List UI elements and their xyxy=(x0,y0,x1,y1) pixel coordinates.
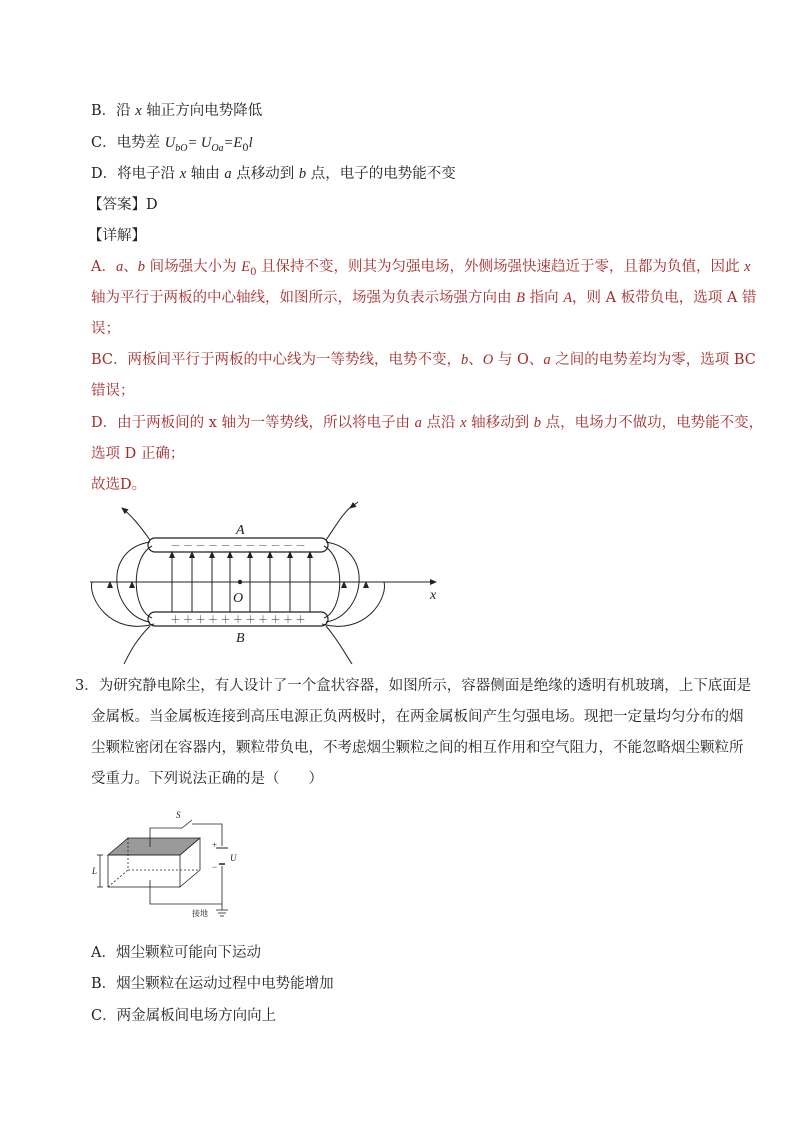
origin-point xyxy=(238,580,242,584)
origin-label: O xyxy=(233,591,244,606)
plate-a-label: A xyxy=(236,523,245,538)
answer: 【答案】D xyxy=(88,197,158,213)
exp-a-v1: a xyxy=(115,259,124,275)
exp-bc-p4: 之间的电势差均为零，选项 BC xyxy=(550,352,756,368)
exp-bc-p3: 与 O、 xyxy=(493,352,544,368)
switch-lever xyxy=(182,820,192,828)
exp-bc-v2: O xyxy=(482,352,494,368)
exp-d-p1: D．由于两板间的 x 轴为一等势线，所以将电子由 xyxy=(91,415,415,431)
ground-symbol xyxy=(216,904,228,916)
ground-label: 接地 xyxy=(192,909,208,918)
exp-a-p3: 间场强大小为 xyxy=(144,259,242,275)
exp-a-v3: E xyxy=(241,259,251,275)
option-c xyxy=(91,133,253,159)
plate-b-label: B xyxy=(236,631,245,646)
option-d xyxy=(91,164,456,184)
option-d-p1: D．将电子沿 xyxy=(91,166,180,182)
q3-line1: 3．为研究静电除尘，有人设计了一个盒状容器，如图所示，容器侧面是绝缘的透明有机玻璃，上下底面是 xyxy=(75,678,752,694)
option-d-v3: b xyxy=(298,166,307,182)
exp-d-p3: 轴移动到 xyxy=(466,415,534,431)
exp-a-v2: b xyxy=(137,259,145,275)
option-d-v1: x xyxy=(179,166,187,182)
exp-a-v4: x xyxy=(744,259,751,275)
explanation-bc-line2: 错误； xyxy=(91,383,135,399)
length-label: L xyxy=(92,866,98,876)
explanation-d-line2: 选项 D 正确； xyxy=(91,446,185,462)
q3-line2: 金属板。当金属板连接到高压电源正负两极时，在两金属板间产生匀强电场。现把一定量均匀分布的烟 xyxy=(91,709,744,725)
option-d-m1: 轴由 xyxy=(186,166,225,182)
plate-a-charges: － － － － － － － － － － － xyxy=(170,541,306,552)
x-axis-label: x xyxy=(430,588,437,603)
exp-d-p4: 点，电场力不做功，电势能不变， xyxy=(541,415,764,431)
length-marker xyxy=(97,855,103,887)
explanation-bc-line1 xyxy=(91,350,756,370)
option-c-prefix: C．电势差 xyxy=(91,135,165,151)
exp-bc-p2: 、 xyxy=(468,352,483,368)
exp-d-p2: 点沿 xyxy=(421,415,461,431)
exp-d-v2: x xyxy=(460,415,467,431)
exp-a-p4: 且保持不变，则其为匀强电场，外侧场强快速趋近于零，且都为负值，因此 xyxy=(256,259,745,275)
option-b-var: x xyxy=(135,103,142,119)
option-b-prefix: B．沿 xyxy=(91,103,136,119)
option-c-sub3: 0 xyxy=(242,142,249,154)
option-c-eq2: =E xyxy=(223,135,243,151)
option-c-sub1: bO xyxy=(175,142,188,154)
q3-option-a: A．烟尘颗粒可能向下运动 xyxy=(91,945,261,961)
field-diagram xyxy=(80,498,460,668)
exp-a2-v1: B xyxy=(516,290,525,306)
explanation-a-line1 xyxy=(91,257,751,283)
option-d-v2: a xyxy=(224,166,232,182)
option-b xyxy=(91,101,262,121)
option-c-u: U xyxy=(164,135,176,151)
q3-line4: 受重力。下列说法正确的是（ ） xyxy=(91,771,323,787)
option-b-suffix: 轴正方向电势降低 xyxy=(141,103,263,119)
top-metal-plate xyxy=(108,838,200,855)
exp-d-v3: b xyxy=(533,415,542,431)
box-container-diagram xyxy=(88,800,248,925)
exp-a-sub: 0 xyxy=(250,266,257,278)
option-d-m3: 点，电子的电势能不变 xyxy=(306,166,456,182)
detail-label: 【详解】 xyxy=(88,228,146,244)
explanation-conclusion: 故选D。 xyxy=(91,477,147,493)
q3-option-c: C．两金属板间电场方向向上 xyxy=(91,1008,277,1024)
battery-minus: − xyxy=(212,862,218,872)
option-c-sub2: Oa xyxy=(211,142,224,154)
option-d-m2: 点移动到 xyxy=(231,166,299,182)
exp-a2-p2: 指向 xyxy=(524,290,564,306)
explanation-a-line2 xyxy=(91,288,756,308)
exp-bc-v1: b xyxy=(461,352,469,368)
exp-a2-p1: 轴为平行于两板的中心轴线，如图所示，场强为负表示场强方向由 xyxy=(91,290,517,306)
option-c-tail: l xyxy=(248,135,253,151)
battery-plus: + xyxy=(212,840,218,850)
q3-option-b: B．烟尘颗粒在运动过程中电势能增加 xyxy=(91,976,334,992)
voltage-label: U xyxy=(230,853,237,863)
exp-a2-p3: ，则 A 板带负电，选项 A 错 xyxy=(572,290,757,306)
explanation-d-line1 xyxy=(91,413,763,433)
exp-d-v1: a xyxy=(414,415,422,431)
plate-b-charges: ＋ ＋ ＋ ＋ ＋ ＋ ＋ ＋ ＋ ＋ ＋ xyxy=(170,615,306,626)
exp-bc-v3: a xyxy=(543,352,551,368)
switch-label: S xyxy=(176,810,181,820)
exp-a-p1: A． xyxy=(91,259,116,275)
exp-a2-v2: A xyxy=(563,290,573,306)
q3-line3: 尘颗粒密闭在容器内，颗粒带负电，不考虑烟尘颗粒之间的相互作用和空气阻力，不能忽略烟尘颗粒所 xyxy=(91,740,744,756)
option-c-eq1: = U xyxy=(187,135,212,151)
exp-a-p2: 、 xyxy=(123,259,138,275)
exp-bc-p1: BC．两板间平行于两板的中心线为一等势线，电势不变， xyxy=(91,352,462,368)
explanation-a-line3: 误； xyxy=(91,321,120,337)
